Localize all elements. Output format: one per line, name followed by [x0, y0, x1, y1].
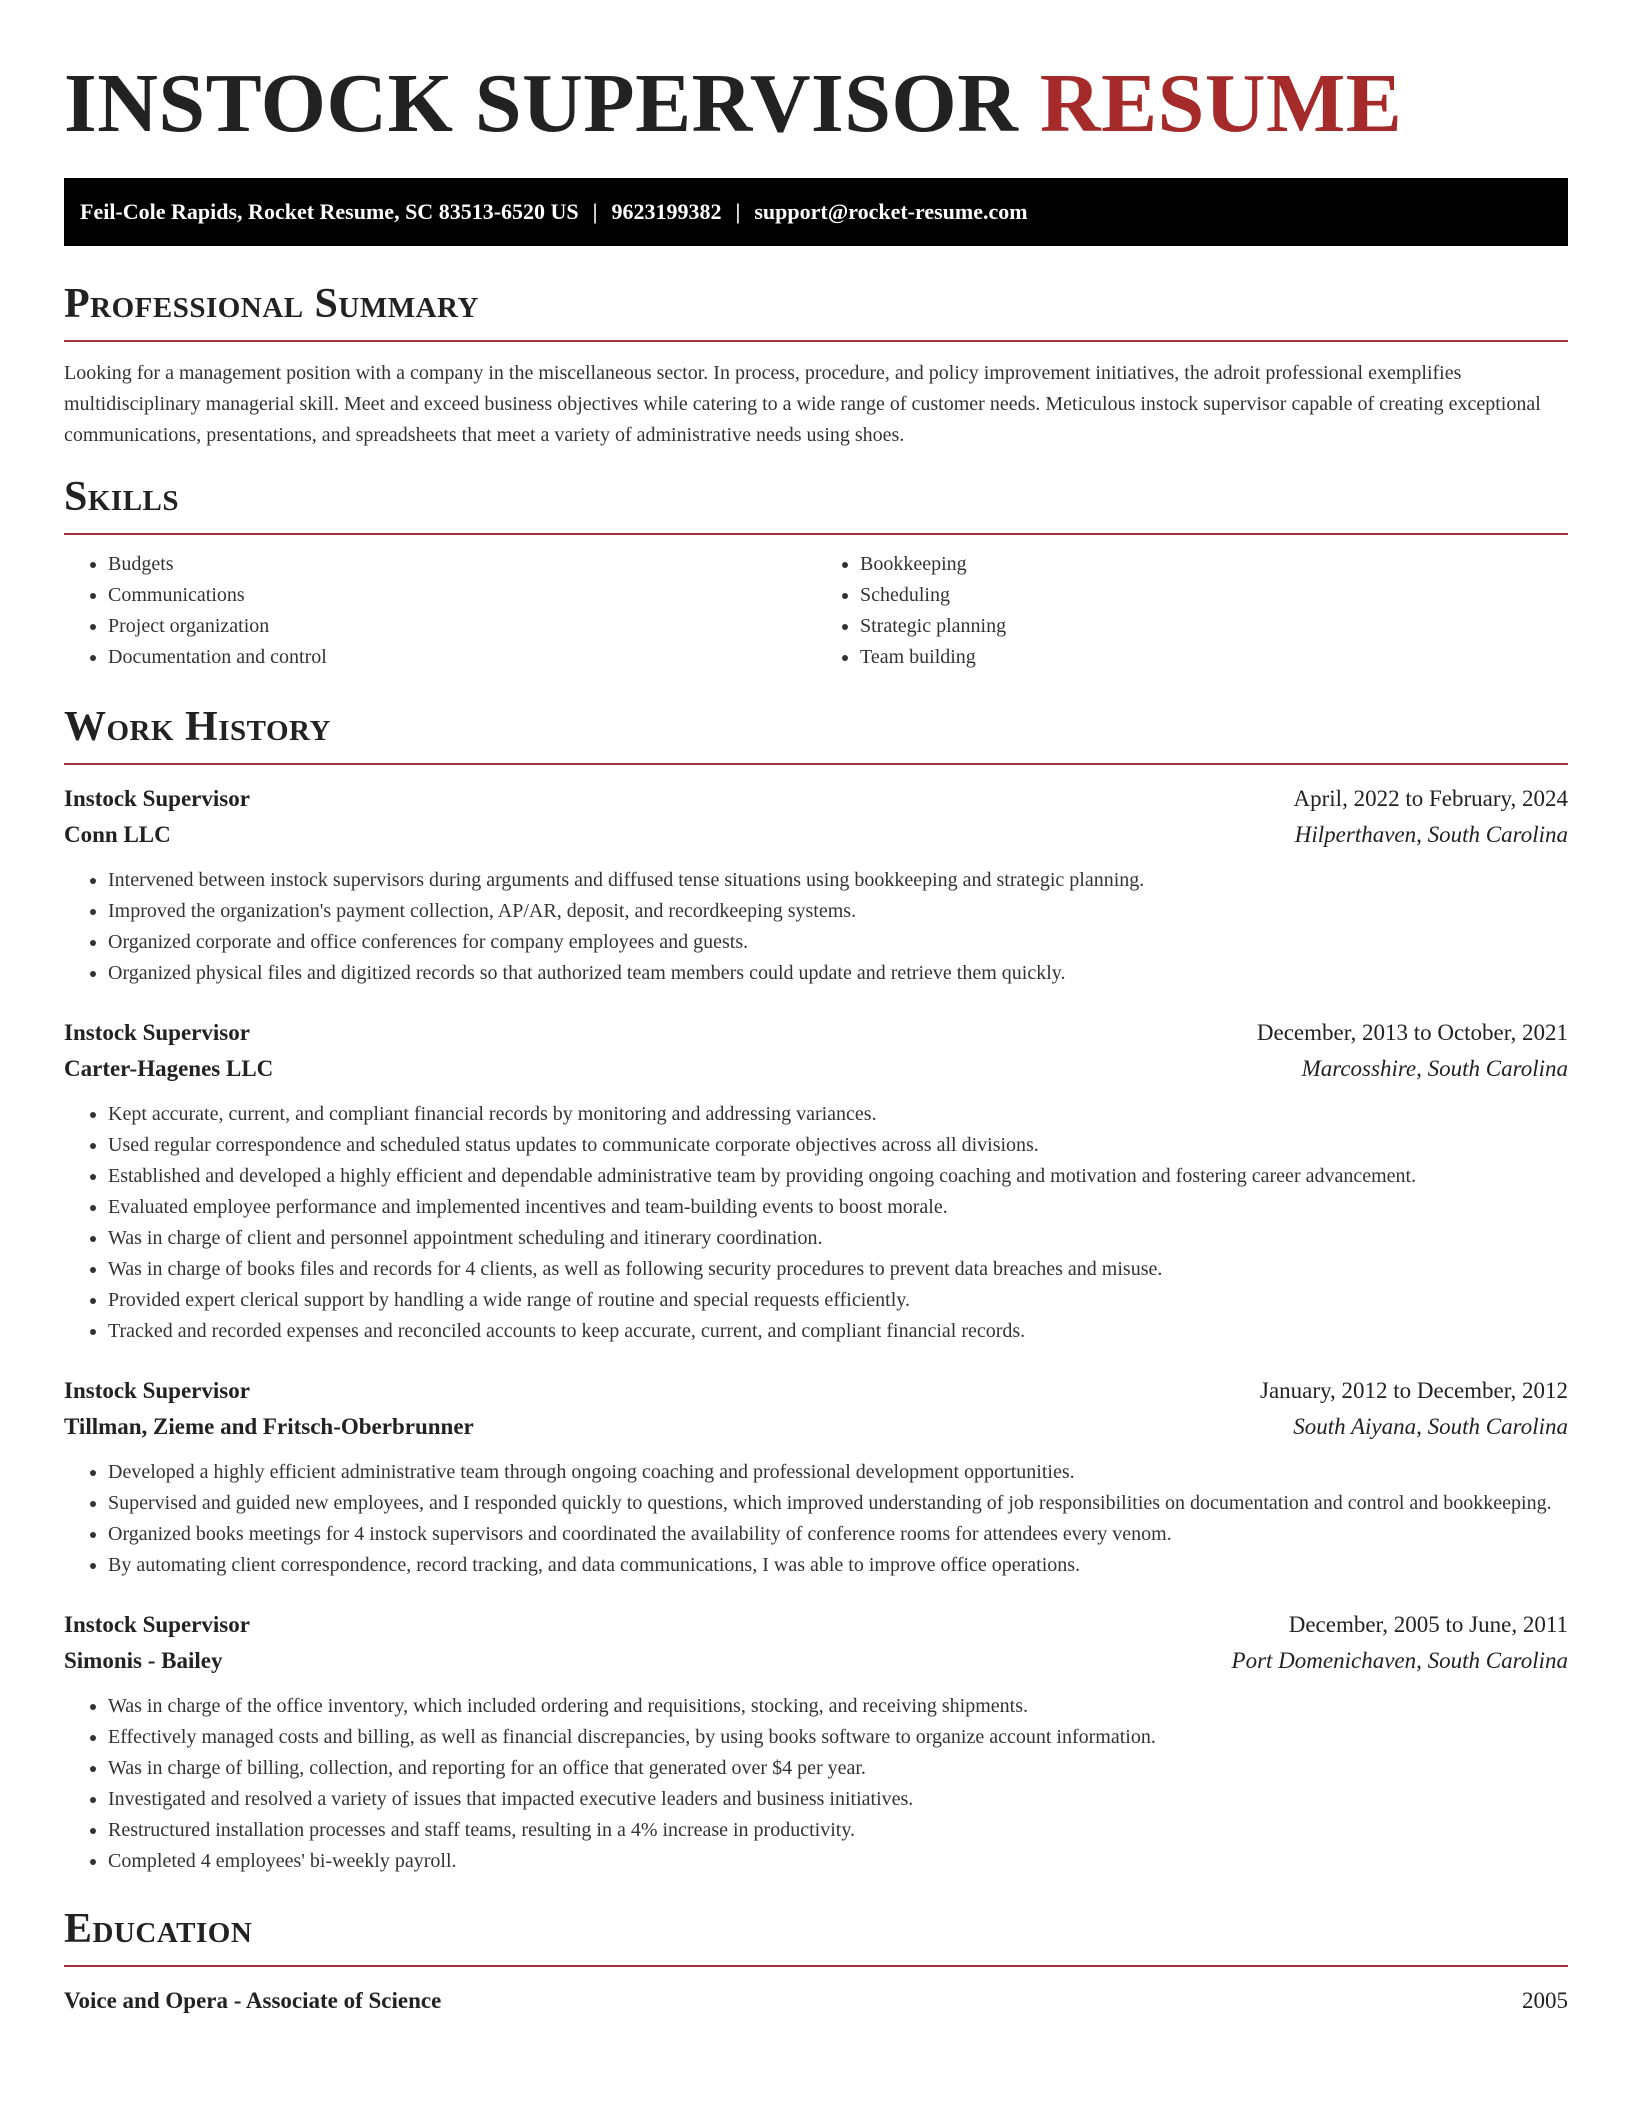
job-location: Marcosshire, South Carolina — [1301, 1056, 1568, 1081]
work-history-section — [64, 701, 1568, 1877]
section-heading-work-history: Work History — [64, 704, 331, 750]
education-year: 2005 — [1522, 1988, 1568, 2013]
job-company-row — [64, 1409, 1568, 1445]
contact-email: support@rocket-resume.com — [754, 199, 1028, 224]
job-title: Instock Supervisor — [64, 1020, 250, 1045]
job-bullet: • Established and developed a highly efficient and dependable administrative team by providing ongoing coaching and motivation and fostering career advancement. — [108, 1161, 1568, 1192]
title-main: INSTOCK SUPERVISOR — [64, 57, 1019, 150]
education-degree: Voice and Opera - Associate of Science — [64, 1988, 442, 2013]
job-entry — [64, 781, 1568, 989]
job-bullet: • Was in charge of billing, collection, and reporting for an office that generated over $4 per year. — [108, 1753, 1568, 1784]
job-bullet: • Organized corporate and office conferences for company employees and guests. — [108, 927, 1568, 958]
summary-section — [64, 278, 1568, 451]
job-dates: December, 2005 to June, 2011 — [1288, 1612, 1568, 1637]
job-bullet: • Was in charge of the office inventory, which included ordering and requisitions, stocking, and receiving shipments. — [108, 1691, 1568, 1722]
contact-address: Feil-Cole Rapids, Rocket Resume, SC 83513-6520 US — [80, 199, 579, 224]
job-entry — [64, 1607, 1568, 1877]
skill-item: • Team building — [860, 642, 1568, 673]
contact-bar — [64, 178, 1568, 246]
contact-separator: | — [592, 199, 598, 224]
job-bullets — [64, 1457, 1568, 1581]
job-bullet: • Kept accurate, current, and compliant financial records by monitoring and addressing variances. — [108, 1099, 1568, 1130]
job-entry — [64, 1373, 1568, 1581]
job-header-row — [64, 781, 1568, 817]
job-dates: April, 2022 to February, 2024 — [1293, 786, 1568, 811]
job-company: Simonis - Bailey — [64, 1648, 223, 1673]
section-heading-education: Education — [64, 1906, 253, 1952]
section-divider — [64, 340, 1568, 342]
job-bullet: • Was in charge of client and personnel appointment scheduling and itinerary coordination. — [108, 1223, 1568, 1254]
job-company-row — [64, 817, 1568, 853]
job-location: South Aiyana, South Carolina — [1293, 1414, 1568, 1439]
job-bullet: • Tracked and recorded expenses and reconciled accounts to keep accurate, current, and compliant financial records. — [108, 1316, 1568, 1347]
job-location: Hilperthaven, South Carolina — [1294, 822, 1568, 847]
skills-column-left — [64, 549, 816, 673]
job-bullet: • Organized books meetings for 4 instock supervisors and coordinated the availability of conference rooms for attendees every venom. — [108, 1519, 1568, 1550]
resume-title — [64, 0, 1568, 152]
skills-section — [64, 471, 1568, 673]
job-bullet: • Intervened between instock supervisors during arguments and diffused tense situations using bookkeeping and strategic planning. — [108, 865, 1568, 896]
job-company-row — [64, 1051, 1568, 1087]
contact-separator: | — [735, 199, 741, 224]
job-bullet: • Evaluated employee performance and implemented incentives and team-building events to boost morale. — [108, 1192, 1568, 1223]
job-dates: December, 2013 to October, 2021 — [1256, 1020, 1568, 1045]
job-bullets — [64, 1099, 1568, 1347]
job-bullet: • By automating client correspondence, record tracking, and data communications, I was able to improve office operations. — [108, 1550, 1568, 1581]
job-dates: January, 2012 to December, 2012 — [1260, 1378, 1568, 1403]
job-bullet: • Completed 4 employees' bi-weekly payroll. — [108, 1846, 1568, 1877]
education-section — [64, 1903, 1568, 2019]
skill-item: • Budgets — [108, 549, 816, 580]
job-title: Instock Supervisor — [64, 786, 250, 811]
job-title: Instock Supervisor — [64, 1378, 250, 1403]
section-heading-skills: Skills — [64, 474, 180, 520]
section-divider — [64, 1965, 1568, 1967]
skill-item: • Strategic planning — [860, 611, 1568, 642]
job-header-row — [64, 1607, 1568, 1643]
skills-list — [64, 549, 1568, 673]
job-title: Instock Supervisor — [64, 1612, 250, 1637]
skill-item: • Bookkeeping — [860, 549, 1568, 580]
contact-phone: 9623199382 — [611, 199, 722, 224]
job-bullet: • Effectively managed costs and billing, as well as financial discrepancies, by using books software to organize account information. — [108, 1722, 1568, 1753]
skill-item: • Scheduling — [860, 580, 1568, 611]
job-bullet: • Developed a highly efficient administrative team through ongoing coaching and professional development opportunities. — [108, 1457, 1568, 1488]
job-bullets — [64, 1691, 1568, 1877]
skills-column-right — [816, 549, 1568, 673]
job-bullet: • Organized physical files and digitized records so that authorized team members could update and retrieve them quickly. — [108, 958, 1568, 989]
job-bullet: • Investigated and resolved a variety of issues that impacted executive leaders and business initiatives. — [108, 1784, 1568, 1815]
job-bullet: • Provided expert clerical support by handling a wide range of routine and special requests efficiently. — [108, 1285, 1568, 1316]
job-company: Conn LLC — [64, 822, 171, 847]
skill-item: • Communications — [108, 580, 816, 611]
title-accent: RESUME — [1039, 57, 1403, 150]
job-bullets — [64, 865, 1568, 989]
job-company-row — [64, 1643, 1568, 1679]
job-bullet: • Improved the organization's payment collection, AP/AR, deposit, and recordkeeping systems. — [108, 896, 1568, 927]
job-header-row — [64, 1373, 1568, 1409]
section-divider — [64, 763, 1568, 765]
skill-item: • Documentation and control — [108, 642, 816, 673]
job-company: Tillman, Zieme and Fritsch-Oberbrunner — [64, 1414, 474, 1439]
job-bullet: • Was in charge of books files and records for 4 clients, as well as following security procedures to prevent data breaches and misuse. — [108, 1254, 1568, 1285]
job-bullet: • Used regular correspondence and scheduled status updates to communicate corporate objectives across all divisions. — [108, 1130, 1568, 1161]
summary-text: Looking for a management position with a company in the miscellaneous sector. In process, procedure, and policy improvement initiatives, the adroit professional exemplifies multidisciplinary managerial skill. Meet and exceed business objectives while catering to a wide range of customer needs. Meticulous instock supervisor capable of creating exceptional communications, presentations, and spreadsheets that meet a variety of administrative needs using shoes. — [64, 362, 1541, 446]
job-company: Carter-Hagenes LLC — [64, 1056, 274, 1081]
job-bullet: • Supervised and guided new employees, and I responded quickly to questions, which improved understanding of job responsibilities on documentation and control and bookkeeping. — [108, 1488, 1568, 1519]
job-bullet: • Restructured installation processes and staff teams, resulting in a 4% increase in productivity. — [108, 1815, 1568, 1846]
skill-item: • Project organization — [108, 611, 816, 642]
job-entry — [64, 1015, 1568, 1347]
section-divider — [64, 533, 1568, 535]
job-location: Port Domenichaven, South Carolina — [1231, 1648, 1568, 1673]
section-heading-summary: Professional Summary — [64, 281, 479, 327]
education-row — [64, 1983, 1568, 2019]
job-header-row — [64, 1015, 1568, 1051]
